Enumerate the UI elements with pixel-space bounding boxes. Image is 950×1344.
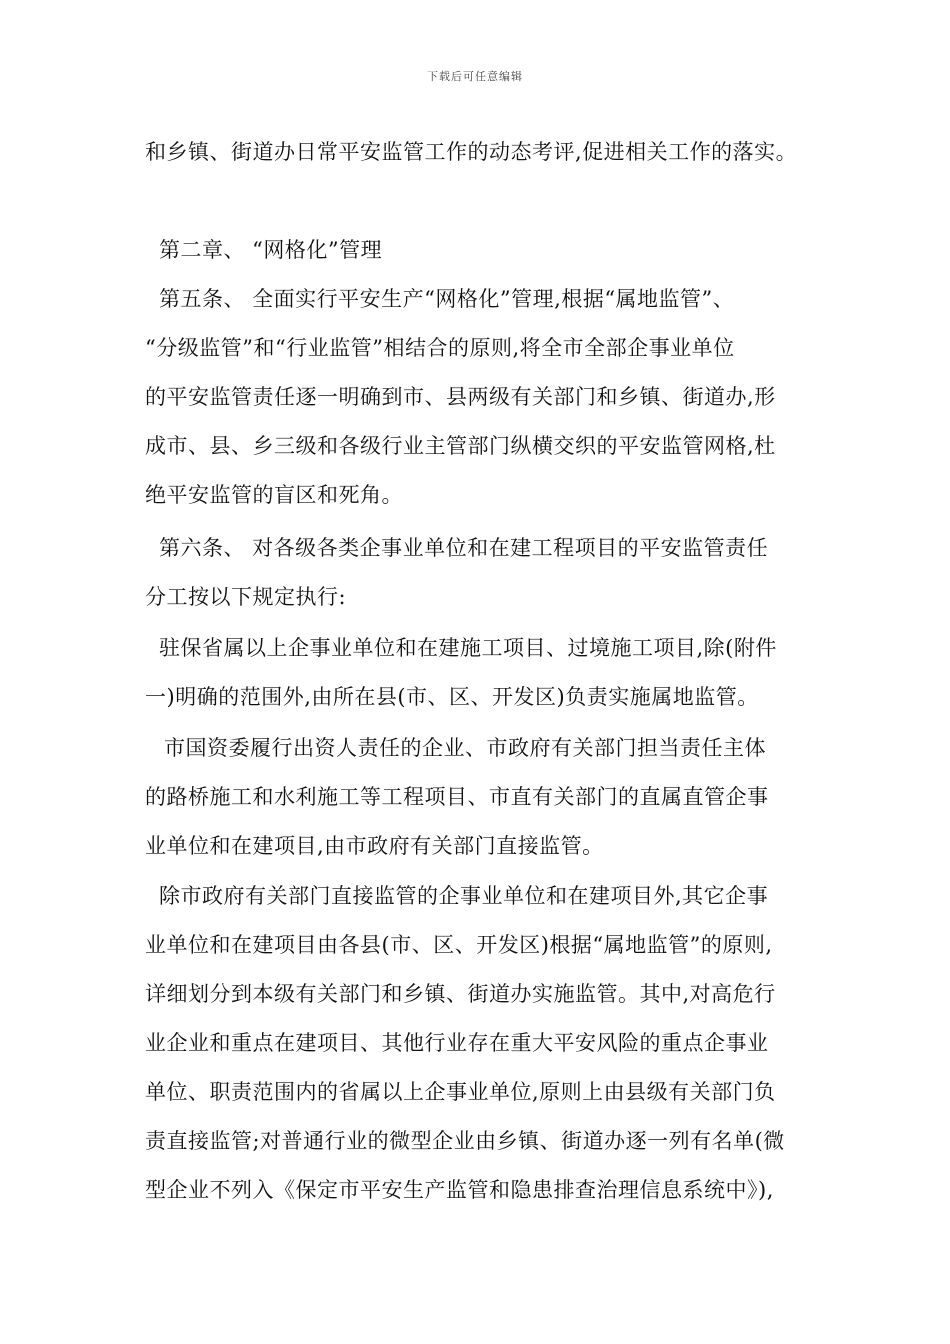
text-line: 的平安监管责任逐一明确到市、县两级有关部门和乡镇、街道办,形 [145, 385, 776, 409]
text-line: 单位、职责范围内的省属以上企事业单位,原则上由县级有关部门负 [145, 1080, 776, 1104]
text-line: 第六条、 对各级各类企事业单位和在建工程项目的平安监管责任 [159, 536, 769, 560]
text-line: 成市、县、乡三级和各级行业主管部门纵横交织的平安监管网格,杜 [145, 434, 776, 458]
text-line: 市国资委履行出资人责任的企业、市政府有关部门担当责任主体 [164, 736, 766, 760]
text-line: 责直接监管;对普通行业的微型企业由乡镇、街道办逐一列有名单(微 [145, 1129, 785, 1153]
text-line: 型企业不列入《保定市平安生产监管和隐患排查治理信息系统中》), [145, 1178, 774, 1202]
text-line: 分工按以下规定执行: [145, 585, 347, 609]
text-line: 除市政府有关部门直接监管的企事业单位和在建项目外,其它企事 [159, 884, 769, 908]
text-line: 详细划分到本级有关部门和乡镇、街道办实施监管。其中,对高危行 [145, 982, 776, 1006]
chapter-heading [145, 226, 817, 275]
text-line: “分级监管”和“行业监管”相结合的原则,将全市全部企事业单位 [145, 336, 735, 360]
chapter-title: 第二章、 “网格化”管理 [159, 238, 383, 262]
article-5 [145, 275, 817, 520]
page-header-note: 下载后可任意编辑 [427, 70, 523, 83]
text-line: 第五条、 全面实行平安生产“网格化”管理,根据“属地监管”、 [159, 287, 735, 311]
text-line: 一)明确的范围外,由所在县(市、区、开发区)负责实施属地监管。 [145, 685, 759, 709]
text-line: 业单位和在建项目由各县(市、区、开发区)根据“属地监管”的原则, [145, 933, 773, 957]
text-line: 绝平安监管的盲区和死角。 [145, 483, 403, 507]
paragraph-provincial-units [145, 624, 817, 722]
paragraph-local-supervision [145, 872, 817, 1215]
intro-paragraph [145, 128, 817, 177]
text-line: 业单位和在建项目,由市政府有关部门直接监管。 [145, 834, 604, 858]
article-6 [145, 524, 817, 622]
paragraph-direct-supervision [145, 724, 817, 871]
text-line: 和乡镇、街道办日常平安监管工作的动态考评,促进相关工作的落实。 [145, 140, 798, 164]
text-line: 业企业和重点在建项目、其他行业存在重大平安风险的重点企事业 [145, 1031, 769, 1055]
text-line: 驻保省属以上企事业单位和在建施工项目、过境施工项目,除(附件 [159, 636, 777, 660]
text-line: 的路桥施工和水利施工等工程项目、市直有关部门的直属直管企事 [145, 785, 769, 809]
